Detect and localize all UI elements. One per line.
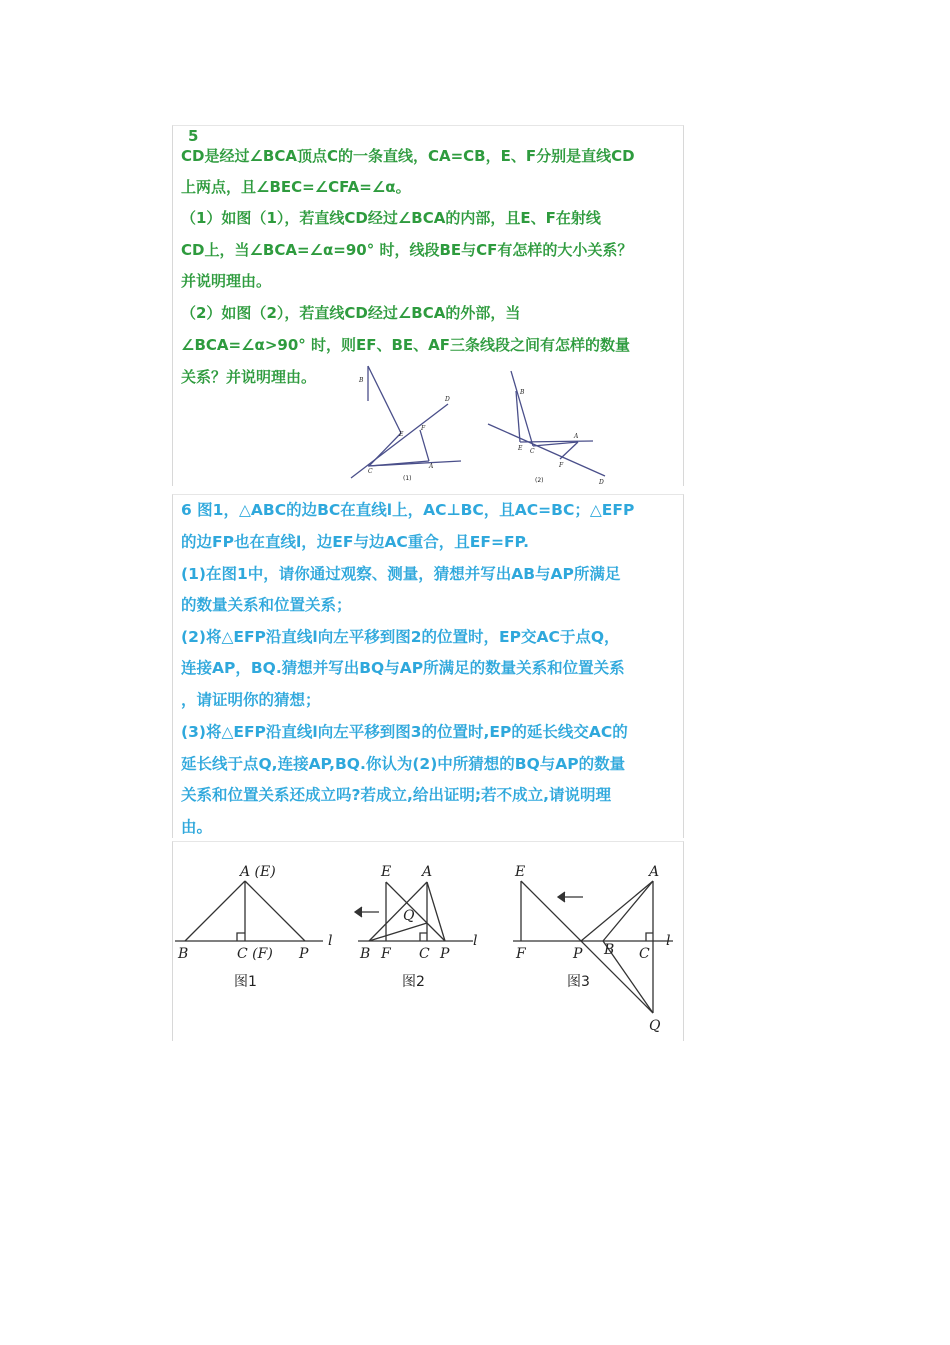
figure-caption: (2) [535, 477, 544, 484]
label-E: E [399, 431, 404, 438]
fig3-label-Q: Q [649, 1018, 661, 1034]
problem-5-line: ∠BCA=∠α>90° 时，则EF、BE、AF三条线段之间有怎样的数量 [181, 336, 631, 354]
fig1-label-A: A (E) [240, 864, 276, 880]
problem-5-figure-2 [483, 366, 618, 486]
label-B: B [520, 389, 525, 396]
problem-5-line: 并说明理由。 [181, 272, 272, 290]
fig1-label-l: l [328, 933, 333, 949]
label-F: F [559, 462, 564, 469]
problem-6-line: 的数量关系和位置关系； [181, 596, 352, 614]
problem-6-figures [173, 842, 683, 1041]
problem-5-figure-1 [343, 361, 473, 486]
problem-number: 5 [188, 127, 199, 145]
fig2-label-E: E [381, 864, 392, 880]
problem-6-panel [172, 494, 684, 838]
fig2-label-Q: Q [403, 908, 415, 924]
problem-6-line: 由。 [181, 818, 213, 836]
fig3-label-C: C [639, 946, 650, 962]
label-D: D [445, 396, 450, 403]
fig2-label-A: A [422, 864, 433, 880]
label-A: A [429, 463, 434, 470]
problem-6-line: 延长线于点Q,连接AP,BQ.你认为(2)中所猜想的BQ与AP的数量 [181, 755, 626, 773]
label-D: D [599, 479, 604, 486]
fig2-caption: 图2 [402, 974, 425, 990]
fig3-label-A: A [649, 864, 660, 880]
problem-6-line: 6 图1，△ABC的边BC在直线l上，AC⊥BC，且AC=BC；△EFP [181, 501, 635, 519]
label-B: B [359, 377, 364, 384]
problem-5-line: 上两点，且∠BEC=∠CFA=∠α。 [181, 178, 411, 196]
fig3-label-E: E [515, 864, 526, 880]
label-C: C [530, 448, 535, 455]
problem-6-line: 的边FP也在直线l，边EF与边AC重合，且EF=FP. [181, 533, 529, 551]
fig1-caption: 图1 [234, 974, 257, 990]
problem-6-line: 关系和位置关系还成立吗?若成立,给出证明;若不成立,请说明理 [181, 786, 611, 804]
problem-5-line: （2）如图（2），若直线CD经过∠BCA的外部，当 [181, 304, 521, 322]
problem-5-line: CD上，当∠BCA=∠α=90° 时，线段BE与CF有怎样的大小关系？ [181, 241, 633, 259]
fig1-label-C: C (F) [237, 946, 273, 962]
fig2-label-C: C [419, 946, 430, 962]
fig3-label-B: B [604, 942, 615, 958]
fig1-label-B: B [178, 946, 189, 962]
problem-6-line: (1)在图1中，请你通过观察、测量，猜想并写出AB与AP所满足 [181, 565, 621, 583]
problem-6-line: 连接AP，BQ.猜想并写出BQ与AP所满足的数量关系和位置关系 [181, 659, 625, 677]
figure-caption: (1) [403, 475, 412, 482]
problem-5-line: CD是经过∠BCA顶点C的一条直线，CA=CB，E、F分别是直线CD [181, 147, 635, 165]
label-A: A [574, 433, 579, 440]
fig3-label-l: l [666, 933, 671, 949]
fig2-label-l: l [473, 933, 478, 949]
fig2-label-B: B [360, 946, 371, 962]
fig3-label-P: P [573, 946, 583, 962]
problem-6-line: (2)将△EFP沿直线l向左平移到图2的位置时，EP交AC于点Q， [181, 628, 620, 646]
fig1-label-P: P [299, 946, 309, 962]
fig2-label-F: F [381, 946, 391, 962]
problem-5-panel [172, 125, 684, 486]
label-F: F [421, 425, 426, 432]
label-C: C [368, 468, 373, 475]
problem-6-line: (3)将△EFP沿直线l向左平移到图3的位置时,EP的延长线交AC的 [181, 723, 628, 741]
problem-6-line: ，请证明你的猜想； [181, 691, 321, 709]
fig3-label-F: F [516, 946, 526, 962]
fig2-label-P: P [440, 946, 450, 962]
problem-5-line: 关系？并说明理由。 [181, 368, 317, 386]
fig3-caption: 图3 [567, 974, 590, 990]
problem-6-figures-panel [172, 841, 684, 1041]
problem-5-line: （1）如图（1），若直线CD经过∠BCA的内部，且E、F在射线 [181, 209, 601, 227]
label-E: E [518, 445, 523, 452]
